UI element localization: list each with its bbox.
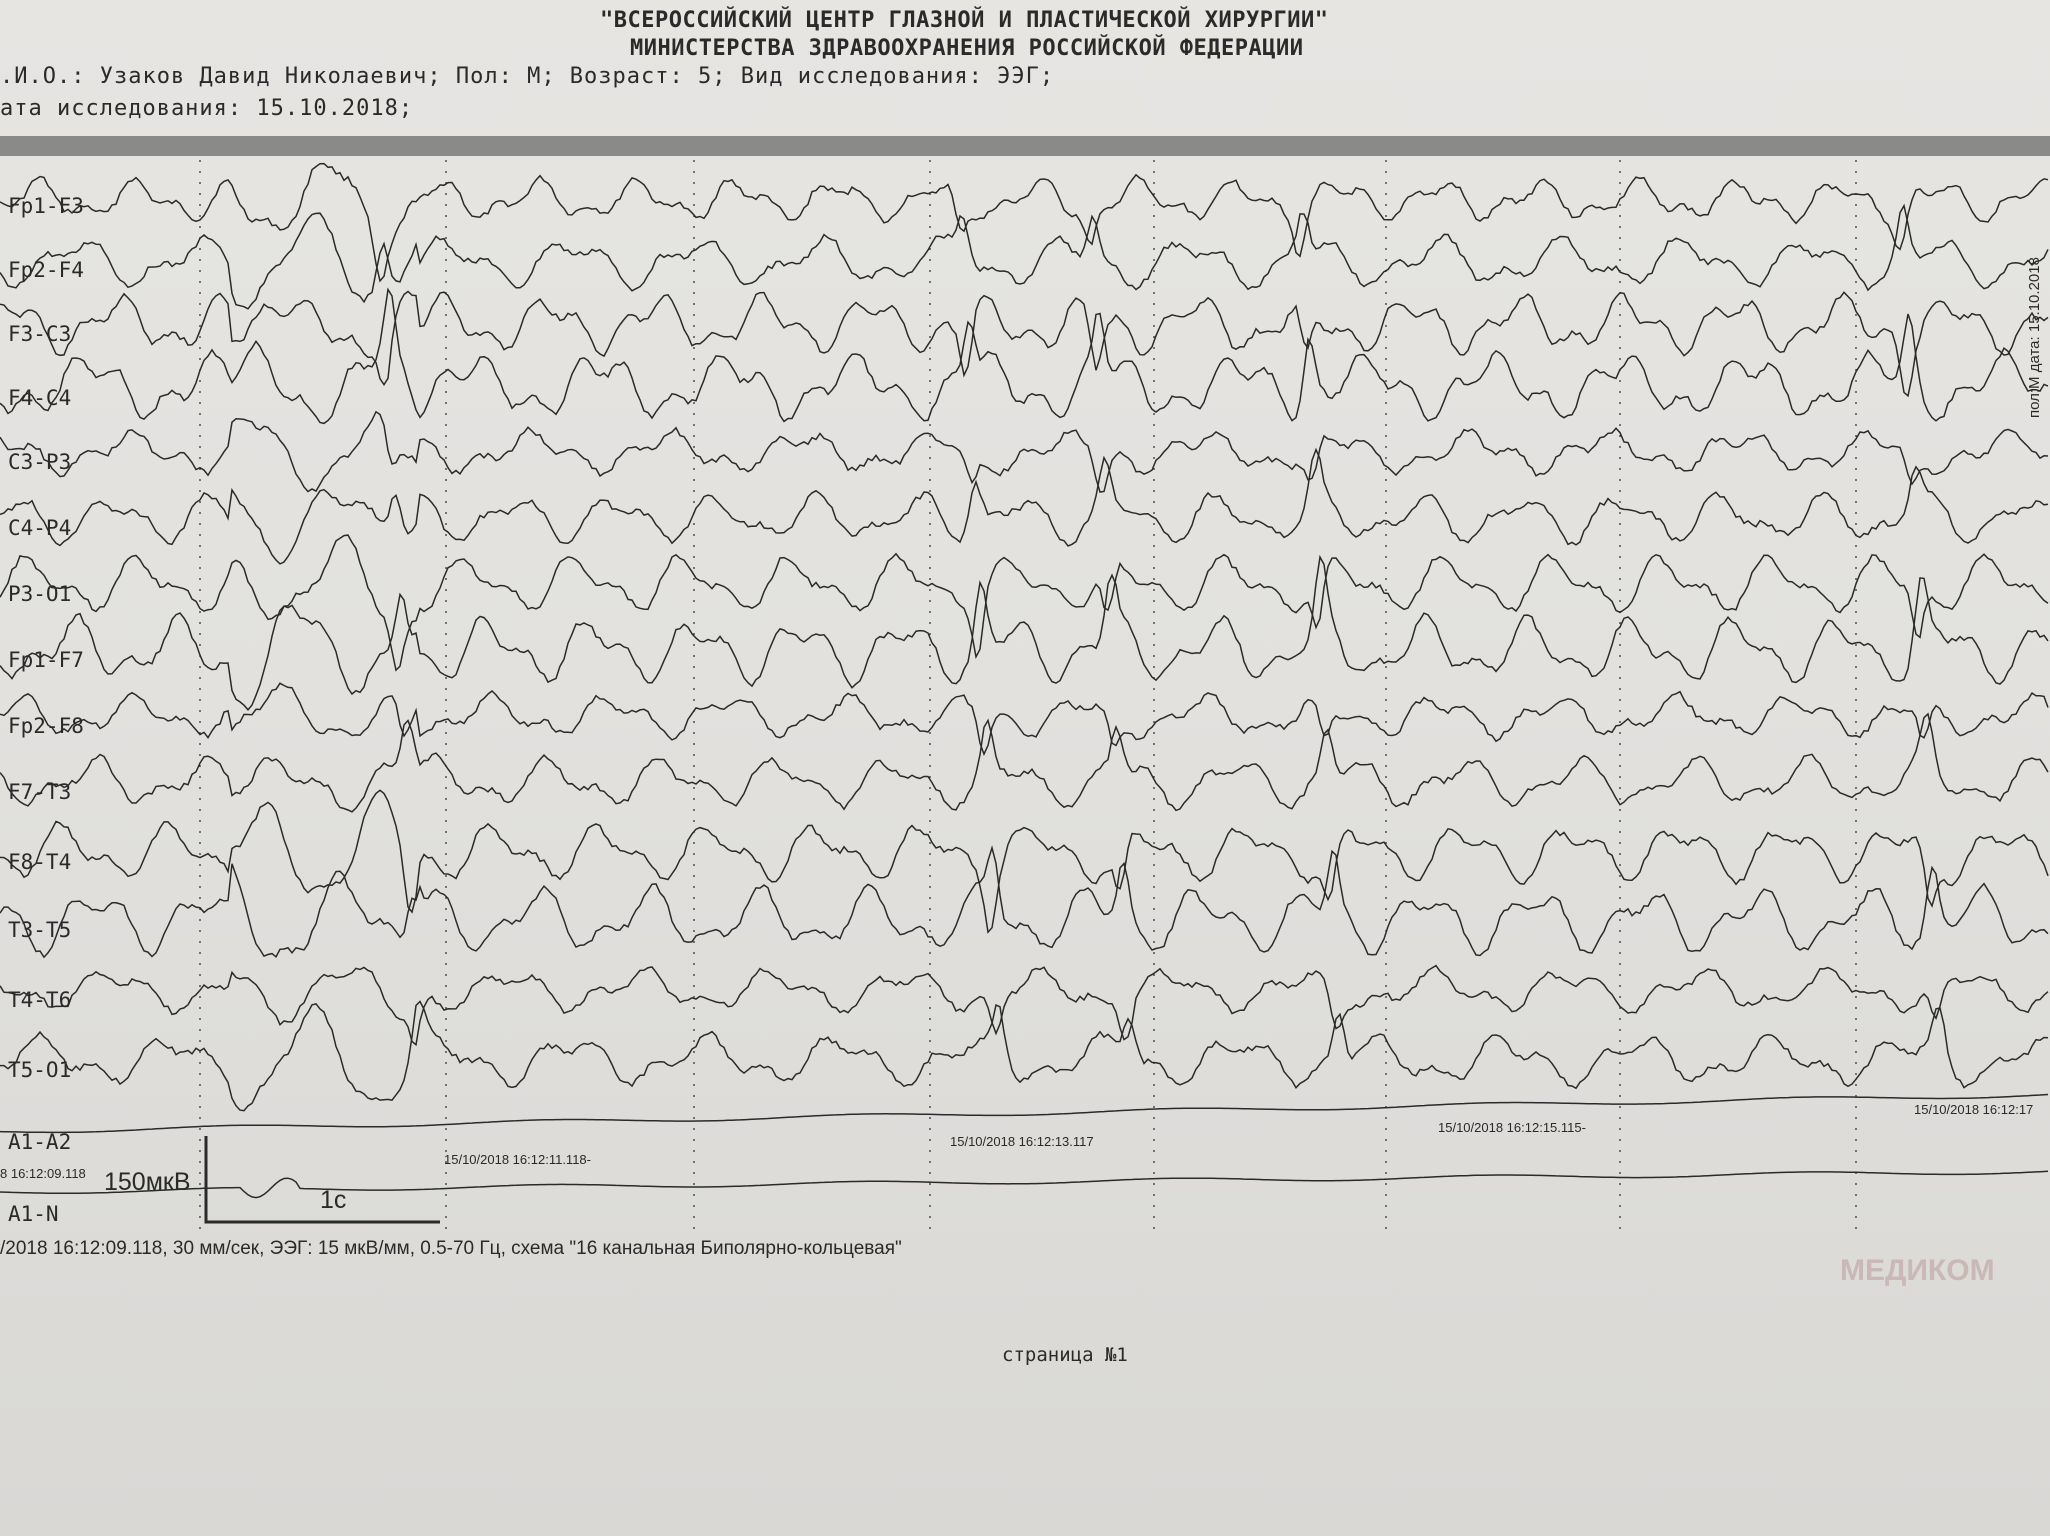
channel-label: C4-P4	[8, 516, 72, 540]
study-date: ата исследования: 15.10.2018;	[0, 96, 414, 121]
eeg-channel-trace	[0, 1002, 2048, 1111]
eeg-channel-trace	[0, 1171, 2048, 1197]
page-number: страница №1	[1002, 1344, 1128, 1366]
channel-label: P3-O1	[8, 582, 72, 606]
recording-parameters: /2018 16:12:09.118, 30 мм/сек, ЭЭГ: 15 мкВ/мм, 0.5-70 Гц, схема "16 канальная Биполярно-кольцевая"	[0, 1238, 902, 1259]
channel-label: T4-T6	[8, 988, 72, 1012]
timestamp-mark: 15/10/2018 16:12:11.118-	[444, 1152, 591, 1167]
channel-label: C3-P3	[8, 450, 72, 474]
eeg-channel-trace	[0, 164, 2048, 281]
medicom-logo: МЕДИКОМ	[1840, 1254, 1995, 1287]
channel-label: F4-C4	[8, 386, 72, 410]
channel-label: Fp2-F4	[8, 258, 84, 282]
eeg-channel-trace	[0, 292, 2048, 396]
eeg-channel-trace	[0, 966, 2048, 1045]
org-title: "ВСЕРОССИЙСКИЙ ЦЕНТР ГЛАЗНОЙ И ПЛАСТИЧЕСКОЙ ХИРУРГИИ"	[600, 8, 1329, 33]
channel-label: T5-O1	[8, 1058, 72, 1082]
eeg-channel-trace	[0, 412, 2048, 492]
time-scale-label: 1с	[320, 1186, 347, 1214]
eeg-channel-trace	[0, 683, 2048, 754]
channel-label: A1-N	[8, 1202, 59, 1226]
org-subtitle: МИНИСТЕРСТВА ЗДРАВООХРАНЕНИЯ РОССИЙСКОЙ ФЕДЕРАЦИИ	[630, 36, 1304, 61]
timestamp-mark: 15/10/2018 16:12:17	[1914, 1102, 2034, 1117]
eeg-channel-trace	[0, 535, 2048, 670]
amplitude-scale-label: 150мкВ	[104, 1168, 191, 1196]
eeg-channel-trace	[0, 1095, 2048, 1133]
eeg-channel-trace	[0, 848, 2048, 957]
eeg-channel-trace	[0, 450, 2048, 564]
timestamp-mark: 8 16:12:09.118	[0, 1166, 86, 1181]
channel-label: Fp1-F3	[8, 194, 84, 218]
channel-label: F3-C3	[8, 322, 72, 346]
side-date-label: пол:М дата: 15.10.2018	[2026, 257, 2043, 418]
channel-label: Fp2-F8	[8, 714, 84, 738]
channel-label: F8-T4	[8, 850, 72, 874]
timestamp-mark: 15/10/2018 16:12:15.115-	[1438, 1120, 1586, 1135]
timestamp-mark: 15/10/2018 16:12:13.117	[950, 1134, 1094, 1149]
patient-info: .И.О.: Узаков Давид Николаевич; Пол: М; Возраст: 5; Вид исследования: ЭЭГ;	[0, 64, 1055, 89]
channel-label: T3-T5	[8, 918, 72, 942]
channel-label: Fp1-F7	[8, 648, 84, 672]
eeg-channel-trace	[0, 790, 2048, 932]
eeg-channel-trace	[0, 206, 2048, 309]
eeg-channel-trace	[0, 557, 2048, 710]
channel-label: F7-T3	[8, 780, 72, 804]
channel-label: A1-A2	[8, 1130, 72, 1154]
